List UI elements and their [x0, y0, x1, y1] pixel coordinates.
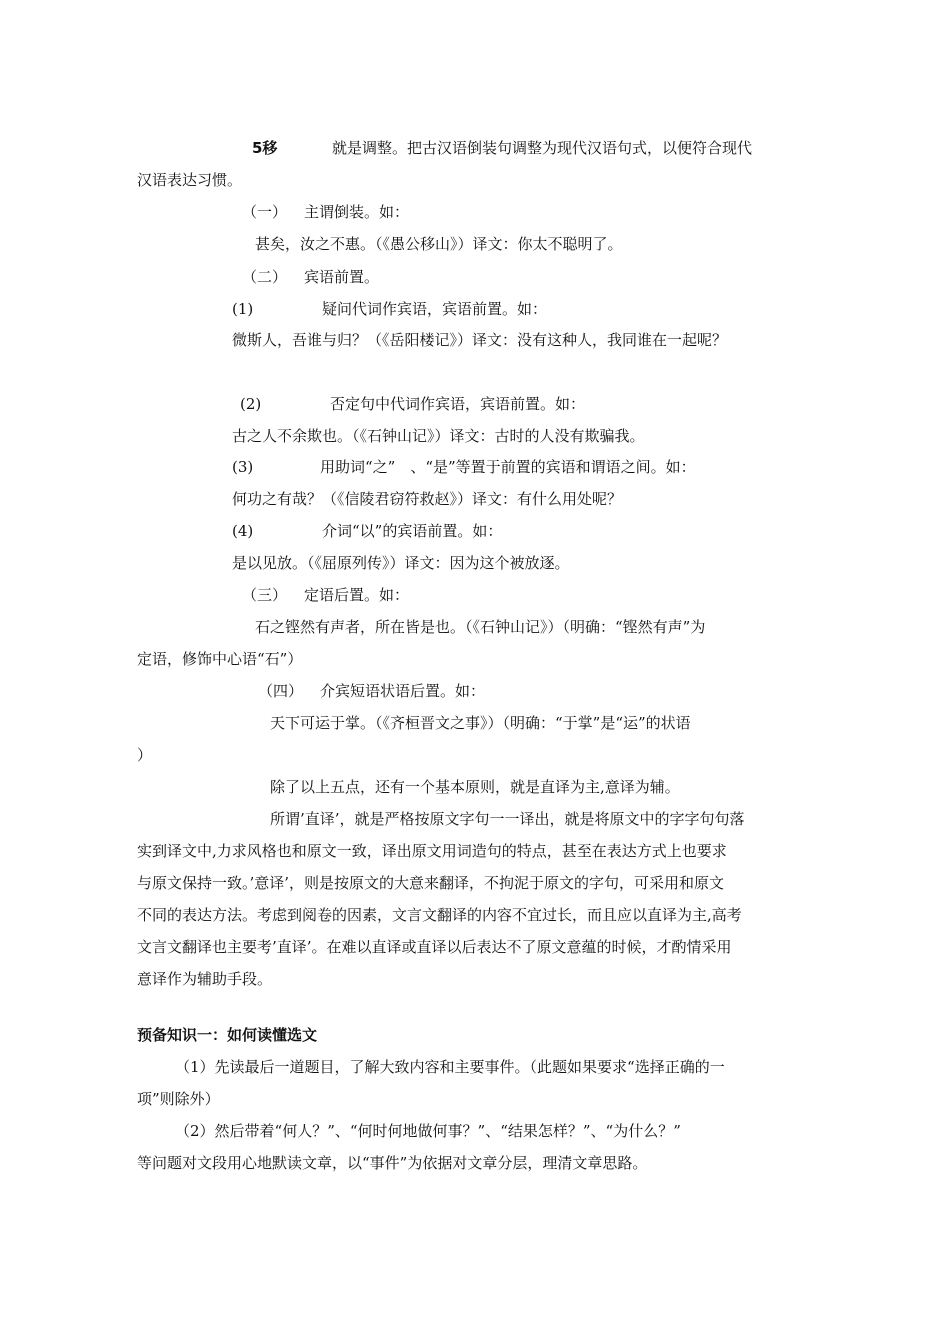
subitem-3-number: (3)	[232, 458, 254, 476]
principle-para-2: 实到译文中,力求风格也和原文一致，译出原文用词造句的特点，甚至在表达方式上也要求	[137, 842, 727, 860]
item-3-example: 石之铿然有声者，所在皆是也。（《石钟山记》）（明确：“铿然有声”为	[255, 618, 706, 636]
subitem-1-example: 微斯人，吾谁与归？（《岳阳楼记》）译文：没有这种人，我同谁在一起呢？	[232, 331, 728, 349]
section-intro-cont: 汉语表达习惯。	[137, 171, 243, 189]
principle-para-1: 所谓’直译’，就是严格按原文字句一一译出，就是将原文中的字字句句落	[270, 810, 745, 828]
subitem-4-number: (4)	[232, 522, 254, 540]
subitem-2-text: 否定句中代词作宾语，宾语前置。如：	[330, 395, 586, 413]
principle-para-3: 与原文保持一致。’意译’，则是按原文的大意来翻译，不拘泥于原文的字句，可采用和原文	[137, 874, 725, 892]
subitem-4-example: 是以见放。（《屈原列传》）译文：因为这个被放逐。	[232, 554, 570, 572]
item-2-number: （二）	[242, 268, 288, 286]
section-number: 5移	[252, 139, 278, 157]
subitem-2-example: 古之人不余欺也。（《石钟山记》）译文：古时的人没有欺骗我。	[232, 427, 645, 445]
subitem-1-number: (1)	[232, 300, 254, 318]
subitem-3-example: 何功之有哉？（《信陵君窃符救赵》）译文：有什么用处呢？	[232, 490, 623, 508]
subitem-4-text: 介词“以”的宾语前置。如：	[322, 522, 503, 540]
item-3-example-cont: 定语，修饰中心语“石”）	[137, 650, 303, 668]
item-4-text: 介宾短语状语后置。如：	[320, 682, 486, 700]
item-1-example: 甚矣，汝之不惠。（《愚公移山》）译文：你太不聪明了。	[255, 235, 623, 253]
principle-para-4: 不同的表达方法。考虑到阅卷的因素，文言文翻译的内容不宜过长，而且应以直译为主,高考	[137, 906, 742, 924]
item-4-example-cont: ）	[137, 746, 153, 764]
item-4-number: （四）	[258, 682, 304, 700]
item-3-number: （三）	[242, 586, 288, 604]
prep-step-1-cont: 项”则除外）	[137, 1090, 220, 1108]
principle-para-6: 意译作为辅助手段。	[137, 970, 273, 988]
prep-step-1: （1）先读最后一道题目，了解大致内容和主要事件。（此题如果要求“选择正确的一	[175, 1058, 725, 1076]
subitem-1-text: 疑问代词作宾语，宾语前置。如：	[322, 300, 548, 318]
item-2-text: 宾语前置。	[304, 268, 380, 286]
prep-heading: 预备知识一：如何读懂选文	[137, 1026, 318, 1044]
subitem-2-number: (2)	[240, 395, 262, 413]
principle-line: 除了以上五点，还有一个基本原则，就是直译为主,意译为辅。	[270, 778, 680, 796]
item-1-number: （一）	[242, 203, 288, 221]
subitem-3-text: 用助词“之” 、“是”等置于前置的宾语和谓语之间。如：	[320, 458, 696, 476]
prep-step-2-cont: 等问题对文段用心地默读文章，以“事件”为依据对文章分层，理清文章思路。	[137, 1154, 648, 1172]
prep-step-2: （2）然后带着“何人？”、“何时何地做何事？”、“结果怎样？”、“为什么？”	[175, 1122, 681, 1140]
item-3-text: 定语后置。如：	[304, 586, 410, 604]
item-4-example: 天下可运于掌。（《齐桓晋文之事》）（明确：“于掌”是“运”的状语	[270, 714, 691, 732]
section-intro: 就是调整。把古汉语倒装句调整为现代汉语句式，以便符合现代	[332, 139, 753, 157]
principle-para-5: 文言文翻译也主要考’直译’。在难以直译或直译以后表达不了原文意蕴的时候，才酌情采用	[137, 938, 732, 956]
item-1-text: 主谓倒装。如：	[304, 203, 410, 221]
